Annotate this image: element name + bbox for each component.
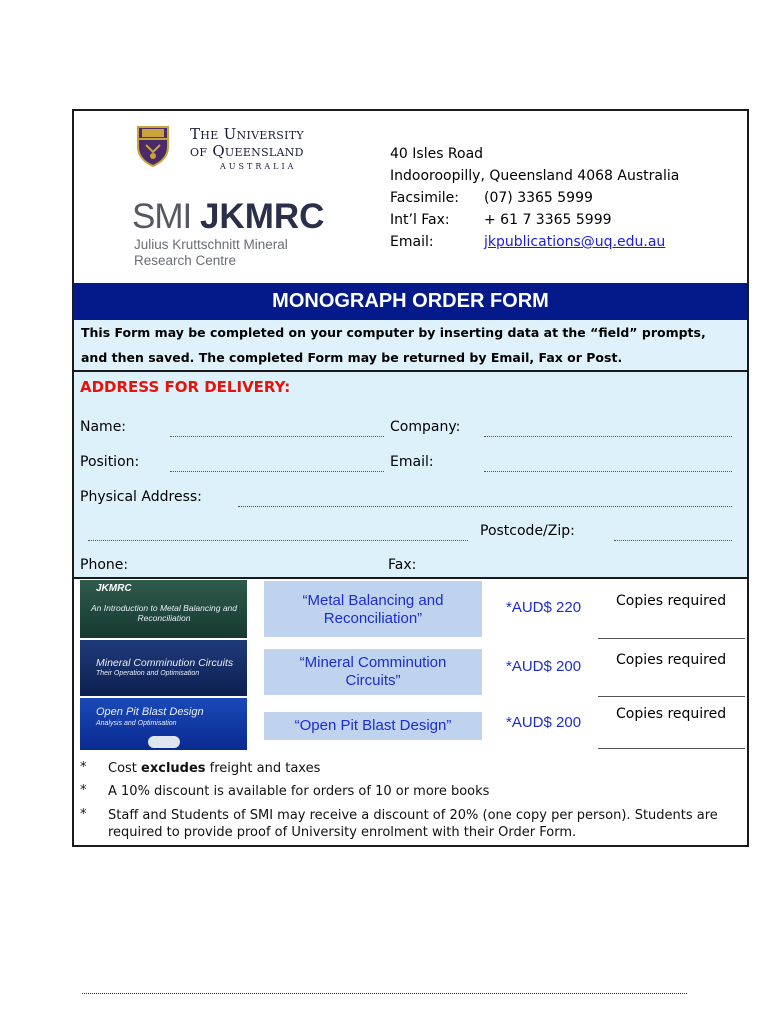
email-link[interactable]: jkpublications@uq.edu.au xyxy=(484,234,666,250)
note-text: Staff and Students of SMI may receive a discount of 20% (one copy per person). Students are required to provide proof of University enrolment with their Order Form. xyxy=(108,808,718,840)
university-name xyxy=(190,126,304,160)
cover-title: An Introduction to Metal Balancing and Reconciliation xyxy=(90,603,237,623)
email-row xyxy=(390,231,679,253)
order-form xyxy=(72,109,749,847)
book-title-box xyxy=(264,712,482,740)
delivery-heading: ADDRESS FOR DELIVERY: xyxy=(80,378,291,396)
copies-required-label: Copies required xyxy=(616,706,727,722)
company-field[interactable] xyxy=(484,436,732,437)
smi-jkmrc-logo xyxy=(132,197,324,237)
position-label: Position: xyxy=(80,454,140,470)
cover-subtitle: Their Operation and Optimisation xyxy=(96,670,200,677)
name-field[interactable] xyxy=(170,436,384,437)
intl-fax-row xyxy=(390,209,679,231)
uq-crest-icon xyxy=(136,125,170,167)
form-instructions xyxy=(74,320,747,372)
copies-required-label: Copies required xyxy=(616,593,727,609)
note-item xyxy=(80,781,740,801)
note-text-post: freight and taxes xyxy=(205,761,321,776)
address-street: 40 Isles Road xyxy=(390,146,484,162)
cover-title: Open Pit Blast Design xyxy=(96,706,204,718)
address-city: Indooroopilly, Queensland 4068 Australia xyxy=(390,168,680,184)
postcode-field[interactable] xyxy=(614,540,732,541)
delivery-section xyxy=(74,372,747,579)
note-text: A 10% discount is available for orders of 10 or more books xyxy=(108,784,490,799)
copies-field[interactable] xyxy=(598,696,745,697)
note-text-bold: excludes xyxy=(141,761,206,776)
delivery-fax-label: Fax: xyxy=(388,557,417,573)
note-item xyxy=(80,758,740,778)
note-text xyxy=(108,758,320,778)
copies-field[interactable] xyxy=(598,638,745,639)
contact-address xyxy=(390,143,679,253)
note-bullet: * xyxy=(80,807,87,822)
note-bullet: * xyxy=(80,783,87,798)
university-country: AUSTRALIA xyxy=(220,162,297,171)
physical-address-field-2[interactable] xyxy=(88,540,468,541)
physical-address-label: Physical Address: xyxy=(80,489,202,505)
fax-label: Facsimile: xyxy=(390,190,459,206)
position-field[interactable] xyxy=(170,471,384,472)
delivery-email-label: Email: xyxy=(390,454,434,470)
book-cover-blast-design xyxy=(80,698,247,750)
note-bullet: * xyxy=(80,760,87,775)
bottom-dotted-line xyxy=(82,993,687,994)
instructions-line1: This Form may be completed on your computer by inserting data at the “field” prompts, xyxy=(81,325,706,340)
intl-fax-label: Int’l Fax: xyxy=(390,212,450,228)
book-price: *AUD$ 220 xyxy=(506,599,582,616)
cover-title: Mineral Comminution Circuits xyxy=(96,657,234,669)
university-line1: The University xyxy=(190,125,304,143)
notes-list xyxy=(80,758,740,841)
book-cover-comminution xyxy=(80,640,247,696)
note-text-pre: Cost xyxy=(108,761,142,776)
intl-fax-value: + 61 7 3365 5999 xyxy=(484,212,612,228)
cover-subtitle: Analysis and Optimisation xyxy=(96,720,177,727)
physical-address-field[interactable] xyxy=(238,506,732,507)
jkmrc-full-name xyxy=(134,237,288,269)
company-label: Company: xyxy=(390,419,461,435)
note-item xyxy=(80,805,740,841)
jkmrc-text: JKMRC xyxy=(199,197,325,236)
email-label: Email: xyxy=(390,234,434,250)
book-title: “Open Pit Blast Design” xyxy=(294,717,452,734)
jkmrc-line1: Julius Kruttschnitt Mineral xyxy=(134,237,288,252)
delivery-email-field[interactable] xyxy=(484,471,732,472)
cover-blast-cloud-icon xyxy=(148,736,180,748)
book-title: “Metal Balancing and Reconciliation” xyxy=(302,592,444,627)
book-price: *AUD$ 200 xyxy=(506,658,582,675)
fax-value: (07) 3365 5999 xyxy=(484,190,593,206)
university-line2: of Queensland xyxy=(190,142,304,160)
book-price: *AUD$ 200 xyxy=(506,714,582,731)
fax-row xyxy=(390,187,679,209)
book-title-box xyxy=(264,581,482,637)
form-title: MONOGRAPH ORDER FORM xyxy=(74,283,747,320)
name-label: Name: xyxy=(80,419,127,435)
cover-brand: JKMRC xyxy=(96,583,132,594)
copies-required-label: Copies required xyxy=(616,652,727,668)
phone-label: Phone: xyxy=(80,557,129,573)
book-title: “Mineral Comminution Circuits” xyxy=(299,654,447,689)
instructions-line2: and then saved. The completed Form may be returned by Email, Fax or Post. xyxy=(81,350,623,365)
smi-text: SMI xyxy=(132,197,192,236)
book-cover-metal-balancing xyxy=(80,580,247,638)
book-title-box xyxy=(264,649,482,695)
postcode-label: Postcode/Zip: xyxy=(480,523,575,539)
copies-field[interactable] xyxy=(598,748,745,749)
jkmrc-line2: Research Centre xyxy=(134,253,237,268)
